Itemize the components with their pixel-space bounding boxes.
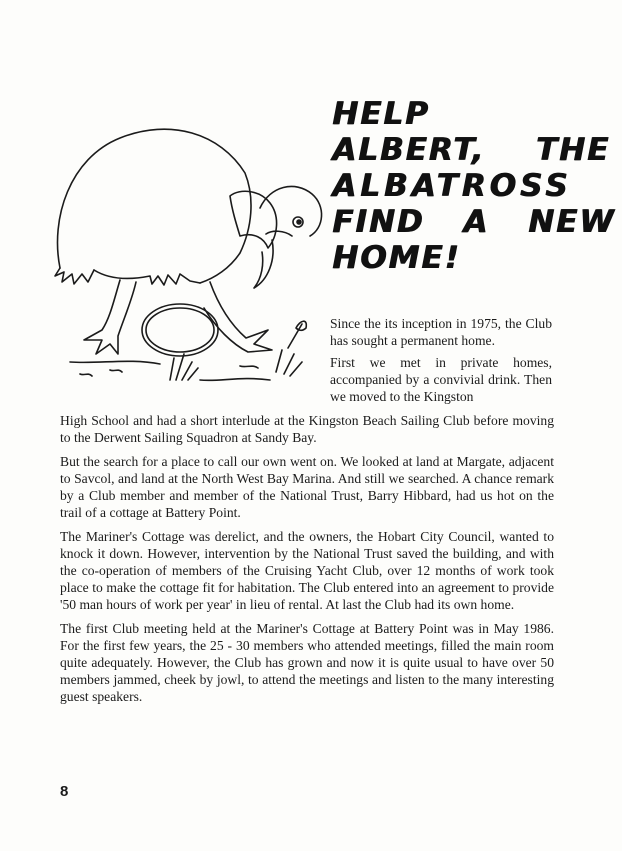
article-title xyxy=(332,96,616,276)
body-paragraph: The Mariner's Cottage was derelict, and the owners, the Hobart City Council, wanted to knock it down. However, intervention by the National Trust saved the building, and with the co-operation of members of the Cruising Yacht Club, over 12 months of work took place to make the cottage fit for habitation. The Club entered into an agreement to provide '50 man hours of work per year' in lieu of rental. At last the Club had its own home. xyxy=(60,529,554,612)
albatross-leg-left xyxy=(84,280,136,354)
page-number: 8 xyxy=(60,783,69,800)
title-line-4: FIND A NEW xyxy=(332,204,616,240)
article-body xyxy=(60,412,554,712)
albatross-tail-tuft xyxy=(55,268,94,284)
title-line-2: ALBERT, THE xyxy=(332,132,611,168)
albatross-illustration xyxy=(40,118,340,408)
body-paragraph: The first Club meeting held at the Mariner's Cottage at Battery Point was in May 1986. For the first few years, the 25 - 30 members who attended meetings, filled the main room quite adequately. However, the Club has grown and now it is quite usual to have over 50 members jammed, cheek by jowl, to attend the meetings and listen to the many interesting guest speakers. xyxy=(60,621,554,704)
intro-paragraph: First we met in private homes, accompanied by a convivial drink. Then we moved to the Kingston xyxy=(330,355,552,404)
albatross-wing xyxy=(230,191,277,248)
title-line-1: HELP xyxy=(332,96,430,132)
grass xyxy=(70,350,302,380)
egg xyxy=(142,304,218,356)
title-line-5: HOME! xyxy=(332,240,461,276)
albatross-head xyxy=(260,186,322,236)
intro-paragraph: Since the its inception in 1975, the Club has sought a permanent home. xyxy=(330,316,552,348)
body-paragraph: But the search for a place to call our own went on. We looked at land at Margate, adjacent to Savcol, and land at the North West Bay Marina. And still we searched. A chance remark by a Club member and member of the National Trust, Barry Hibbard, had us hot on the trail of a cottage at Battery Point. xyxy=(60,454,554,520)
albatross-body xyxy=(58,129,252,283)
intro-column xyxy=(330,315,552,410)
flower xyxy=(288,321,306,348)
title-line-3: ALBATROSS xyxy=(332,168,572,204)
body-paragraph: High School and had a short interlude at the Kingston Beach Sailing Club before moving to the Derwent Sailing Squadron at Sandy Bay. xyxy=(60,413,554,445)
